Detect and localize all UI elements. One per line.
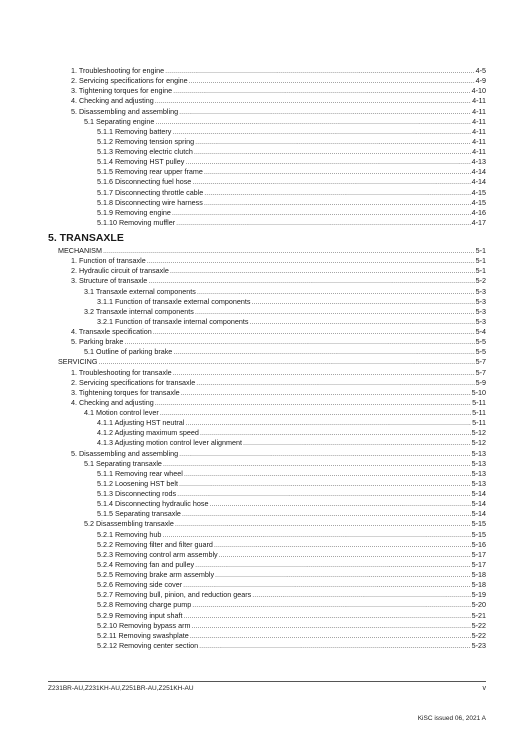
toc-entry[interactable] (0, 347, 522, 357)
toc-entry-page: 4-11 (472, 96, 486, 106)
toc-entry[interactable] (0, 208, 522, 218)
toc-entry-page: 5-15 (471, 529, 486, 539)
toc-entry-title: 3. Tightening torques for engine (71, 86, 173, 96)
toc-leader-dots (170, 266, 475, 276)
toc-entry-title: 3. Structure of transaxle (71, 276, 148, 286)
toc-leader-dots (190, 631, 471, 641)
toc-entry-title: 5.2.2 Removing filter and filter guard (97, 539, 213, 549)
toc-entry-page: 5-14 (471, 499, 486, 509)
toc-entry-page: 5-1 (475, 256, 486, 266)
toc-entry[interactable] (0, 550, 522, 560)
toc-entry[interactable] (0, 327, 522, 337)
toc-entry[interactable] (0, 479, 522, 489)
toc-entry-title: 5.2 Disassembling transaxle (84, 519, 174, 529)
toc-entry-title: 5.2.10 Removing bypass arm (97, 620, 191, 630)
toc-entry-page: 5-5 (475, 347, 486, 357)
toc-entry-title: 5.1.8 Disconnecting wire harness (97, 197, 203, 207)
toc-entry[interactable] (0, 357, 522, 367)
toc-leader-dots (192, 600, 470, 610)
toc-entry-title: 5.1.6 Disconnecting fuel hose (97, 177, 192, 187)
toc-entry[interactable] (0, 76, 522, 86)
toc-entry[interactable] (0, 147, 522, 157)
toc-entry-title: 5.2.9 Removing input shaft (97, 610, 183, 620)
toc-entry-title: 5.2.7 Removing bull, pinion, and reduction gears (97, 590, 252, 600)
toc-entry[interactable] (0, 408, 522, 418)
toc-entry[interactable] (0, 177, 522, 187)
toc-leader-dots (182, 509, 471, 519)
toc-entry[interactable] (0, 388, 522, 398)
toc-entry-page: 5-13 (471, 458, 486, 468)
table-of-contents (0, 66, 522, 651)
toc-leader-dots (177, 489, 471, 499)
toc-entry-page: 5-15 (471, 519, 486, 529)
toc-entry[interactable] (0, 127, 522, 137)
toc-leader-dots (183, 580, 471, 590)
toc-entry[interactable] (0, 337, 522, 347)
toc-entry-title: 2. Servicing specifications for transaxle (71, 377, 196, 387)
toc-entry-title: 5. Disassembling and assembling (71, 106, 179, 116)
toc-entry-title: 5.1.1 Removing battery (97, 126, 172, 136)
toc-entry-title: 5.1.5 Removing rear upper frame (97, 167, 203, 177)
toc-entry-title: 5.1.7 Disconnecting throttle cable (97, 187, 204, 197)
toc-entry-page: 5-2 (475, 276, 486, 286)
toc-entry-title: 1. Troubleshooting for transaxle (71, 367, 172, 377)
toc-entry-page: 5-23 (471, 640, 486, 650)
toc-entry[interactable] (0, 107, 522, 117)
toc-leader-dots (98, 357, 474, 367)
toc-leader-dots (204, 198, 471, 208)
toc-leader-dots (200, 428, 471, 438)
toc-leader-dots (185, 157, 470, 167)
toc-entry-page: 5-3 (475, 296, 486, 306)
toc-entry-page: 4-15 (471, 197, 486, 207)
toc-entry-title: 5.2.12 Removing center section (97, 640, 199, 650)
toc-entry[interactable] (0, 218, 522, 228)
toc-leader-dots (204, 188, 470, 198)
toc-leader-dots (215, 570, 471, 580)
toc-entry-title: 4.1.1 Adjusting HST neutral (97, 418, 185, 428)
toc-entry-title: 1. Function of transaxle (71, 256, 146, 266)
toc-entry-title: 3.1.1 Function of transaxle external components (97, 296, 251, 306)
toc-entry[interactable] (0, 188, 522, 198)
toc-entry[interactable] (0, 509, 522, 519)
toc-leader-dots (189, 76, 475, 86)
toc-entry[interactable] (0, 600, 522, 610)
toc-leader-dots (195, 307, 475, 317)
toc-entry-title: 5.1.3 Removing electric clutch (97, 147, 193, 156)
toc-entry-page: 5-12 (471, 428, 486, 438)
toc-entry-title: 2. Servicing specifications for engine (71, 76, 188, 86)
toc-entry[interactable] (0, 368, 522, 378)
toc-entry-title: 5.2.11 Removing swashplate (97, 630, 189, 640)
toc-entry[interactable] (0, 96, 522, 106)
toc-leader-dots (176, 218, 470, 228)
toc-entry-title: 5.1.2 Removing tension spring (97, 136, 195, 146)
toc-leader-dots (175, 519, 471, 529)
toc-leader-dots (219, 550, 471, 560)
toc-entry-page: 5-18 (471, 570, 486, 579)
toc-leader-dots (199, 641, 471, 651)
toc-entry[interactable] (0, 307, 522, 317)
toc-entry-page: 4-14 (471, 177, 486, 187)
toc-entry-page: 5-7 (475, 357, 486, 367)
toc-entry-page: 4-14 (471, 167, 486, 177)
toc-leader-dots (195, 560, 471, 570)
toc-entry-page: 4-11 (472, 147, 486, 156)
toc-entry-page: 4-11 (472, 136, 486, 146)
toc-entry-title: 5.2.4 Removing fan and pulley (97, 559, 195, 569)
toc-entry[interactable] (0, 246, 522, 256)
toc-leader-dots (155, 398, 471, 408)
toc-leader-dots (252, 590, 470, 600)
toc-leader-dots (181, 388, 471, 398)
toc-leader-dots (147, 256, 475, 266)
toc-entry[interactable] (0, 499, 522, 509)
toc-leader-dots (155, 96, 471, 106)
toc-entry-title: 5. Parking brake (71, 337, 124, 347)
toc-leader-dots (173, 347, 474, 357)
toc-entry-title: 5.1 Separating engine (84, 116, 155, 126)
toc-leader-dots (155, 117, 471, 127)
toc-leader-dots (185, 418, 471, 428)
toc-leader-dots (204, 167, 471, 177)
toc-entry[interactable] (0, 287, 522, 297)
toc-leader-dots (103, 246, 475, 256)
toc-leader-dots (148, 276, 474, 286)
toc-entry[interactable] (0, 86, 522, 96)
toc-entry-page: 4-11 (472, 106, 486, 116)
toc-entry-title: 5.1.5 Separating transaxle (97, 509, 181, 519)
toc-entry[interactable] (0, 489, 522, 499)
toc-leader-dots (165, 66, 475, 76)
toc-leader-dots (194, 147, 471, 157)
toc-entry-page: 5-12 (471, 438, 486, 448)
toc-leader-dots (153, 327, 475, 337)
toc-entry[interactable] (0, 167, 522, 177)
toc-entry-page: 5-13 (471, 448, 486, 458)
toc-entry[interactable] (0, 459, 522, 469)
toc-leader-dots (172, 127, 471, 137)
toc-entry-page: 5-13 (471, 478, 486, 488)
toc-entry[interactable] (0, 570, 522, 580)
toc-entry-page: 5-19 (471, 590, 486, 600)
footer-models: Z231BR-AU,Z231KH-AU,Z251BR-AU,Z251KH-AU (48, 685, 194, 692)
toc-leader-dots (195, 137, 471, 147)
toc-entry-page: 5-22 (471, 620, 486, 630)
toc-entry-page: 5-5 (475, 337, 486, 347)
toc-entry[interactable] (0, 276, 522, 286)
toc-leader-dots (162, 530, 470, 540)
toc-entry[interactable] (0, 519, 522, 529)
toc-entry-title: 4.1.2 Adjusting maximum speed (97, 428, 199, 438)
toc-entry-page: 5-21 (471, 610, 486, 620)
toc-leader-dots (179, 449, 471, 459)
toc-entry[interactable] (0, 631, 522, 641)
toc-entry-title: 2. Hydraulic circuit of transaxle (71, 266, 169, 276)
issued-note: KiSC issued 06, 2021 A (417, 715, 486, 722)
toc-leader-dots (243, 438, 471, 448)
toc-entry-title: 5.2.3 Removing control arm assembly (97, 549, 218, 559)
toc-leader-dots (163, 459, 471, 469)
toc-entry-title: 3.2 Transaxle internal components (84, 306, 194, 316)
toc-entry[interactable] (0, 530, 522, 540)
toc-entry-title: 3.2.1 Function of transaxle internal components (97, 316, 249, 326)
toc-leader-dots (124, 337, 474, 347)
toc-entry-title: 5.1.1 Removing rear wheel (97, 468, 183, 478)
toc-entry-page: 4-11 (472, 126, 486, 136)
toc-leader-dots (251, 297, 474, 307)
toc-entry-page: 5-16 (471, 539, 486, 549)
toc-entry[interactable] (0, 560, 522, 570)
toc-entry-title: 4. Transaxle specification (71, 327, 152, 336)
toc-entry-page: 5-3 (475, 316, 486, 326)
toc-entry-title: 4.1.3 Adjusting motion control lever alignment (97, 438, 243, 448)
toc-leader-dots (184, 469, 471, 479)
toc-entry[interactable] (0, 137, 522, 147)
toc-leader-dots (192, 177, 470, 187)
toc-entry-page: 5-3 (475, 286, 486, 296)
toc-entry[interactable] (0, 198, 522, 208)
toc-entry-title: 5.2.6 Removing side cover (97, 580, 183, 590)
toc-entry[interactable] (0, 66, 522, 76)
toc-entry[interactable] (0, 256, 522, 266)
toc-leader-dots (191, 621, 470, 631)
toc-leader-dots (209, 499, 470, 509)
toc-leader-dots (160, 408, 471, 418)
toc-leader-dots (184, 611, 471, 621)
toc-entry[interactable] (0, 398, 522, 408)
toc-entry-page: 5-7 (475, 367, 486, 377)
toc-entry-page: 4-16 (471, 207, 486, 217)
toc-entry-page: 5-1 (475, 246, 486, 255)
toc-entry-page: 5-11 (472, 397, 486, 407)
toc-entry-page: 5-9 (475, 377, 486, 387)
section-heading: 5. TRANSAXLE (48, 232, 124, 244)
toc-entry-title: SERVICING (58, 357, 98, 367)
toc-entry-title: 3. Tightening torques for transaxle (71, 387, 180, 397)
toc-entry-page: 4-13 (471, 157, 486, 167)
toc-entry-page: 4-10 (471, 86, 486, 96)
toc-entry-page: 5-4 (475, 327, 486, 336)
toc-entry[interactable] (0, 157, 522, 167)
toc-entry-title: 5.1.4 Disconnecting hydraulic hose (97, 499, 209, 509)
toc-leader-dots (196, 378, 474, 388)
toc-entry-title: 5.2.8 Removing charge pump (97, 600, 192, 610)
toc-entry-page: 5-14 (471, 509, 486, 519)
toc-entry-title: 5.1.10 Removing muffler (97, 217, 176, 227)
toc-entry-title: 4. Checking and adjusting (71, 96, 154, 106)
toc-entry-title: 5.1.3 Disconnecting rods (97, 489, 177, 498)
toc-entry[interactable] (0, 378, 522, 388)
footer-divider (48, 681, 486, 682)
toc-entry-page: 5-17 (471, 559, 486, 569)
toc-entry[interactable] (0, 580, 522, 590)
toc-entry-page: 4-9 (475, 76, 486, 86)
toc-entry-page: 5-22 (471, 630, 486, 640)
toc-entry-title: 5.1 Outline of parking brake (84, 347, 173, 357)
toc-entry[interactable] (0, 449, 522, 459)
toc-leader-dots (172, 208, 471, 218)
toc-entry-page: 5-14 (471, 489, 486, 498)
toc-entry[interactable] (0, 469, 522, 479)
toc-entry-page: 5-1 (475, 266, 486, 276)
toc-entry[interactable] (0, 611, 522, 621)
toc-entry[interactable] (0, 641, 522, 651)
toc-entry[interactable] (0, 418, 522, 428)
footer-page-number: v (482, 685, 486, 692)
toc-entry[interactable] (0, 266, 522, 276)
toc-engine-section (0, 66, 522, 228)
toc-entry-title: MECHANISM (58, 246, 102, 255)
toc-entry-page: 5-11 (472, 408, 486, 417)
toc-entry-page: 5-18 (471, 580, 486, 590)
toc-entry-page: 4-5 (475, 66, 486, 75)
toc-entry-title: 1. Troubleshooting for engine (71, 66, 165, 75)
toc-entry[interactable] (0, 540, 522, 550)
toc-leader-dots (173, 368, 475, 378)
toc-entry-page: 5-13 (471, 468, 486, 478)
toc-entry-title: 5.1.2 Loosening HST belt (97, 478, 178, 488)
toc-transaxle-section (0, 246, 522, 651)
toc-leader-dots (249, 317, 474, 327)
toc-entry[interactable] (0, 428, 522, 438)
toc-entry-title: 3.1 Transaxle external components (84, 286, 196, 296)
toc-entry-title: 5.2.5 Removing brake arm assembly (97, 570, 215, 579)
toc-entry-title: 5.2.1 Removing hub (97, 529, 162, 539)
toc-entry-page: 5-20 (471, 600, 486, 610)
toc-entry-title: 5.1 Separating transaxle (84, 458, 162, 468)
toc-entry-title: 4. Checking and adjusting (71, 397, 154, 407)
toc-entry-title: 4.1 Motion control lever (84, 408, 159, 417)
toc-entry-page: 5-17 (471, 549, 486, 559)
toc-entry-title: 5.1.4 Removing HST pulley (97, 157, 185, 167)
toc-leader-dots (179, 479, 471, 489)
toc-entry-title: 5.1.9 Removing engine (97, 207, 171, 217)
toc-entry[interactable] (0, 590, 522, 600)
toc-leader-dots (179, 107, 471, 117)
toc-entry-page: 5-10 (471, 387, 486, 397)
toc-leader-dots (173, 86, 471, 96)
toc-entry[interactable] (0, 438, 522, 448)
toc-leader-dots (197, 287, 475, 297)
toc-entry-page: 4-11 (472, 116, 486, 126)
toc-entry[interactable] (0, 621, 522, 631)
toc-leader-dots (214, 540, 471, 550)
toc-entry[interactable] (0, 317, 522, 327)
toc-entry-page: 4-17 (471, 217, 486, 227)
toc-entry-title: 5. Disassembling and assembling (71, 448, 179, 458)
toc-entry-page: 5-11 (472, 418, 486, 428)
toc-entry-page: 4-15 (471, 187, 486, 197)
toc-entry[interactable] (0, 297, 522, 307)
toc-entry[interactable] (0, 117, 522, 127)
toc-entry-page: 5-3 (475, 306, 486, 316)
